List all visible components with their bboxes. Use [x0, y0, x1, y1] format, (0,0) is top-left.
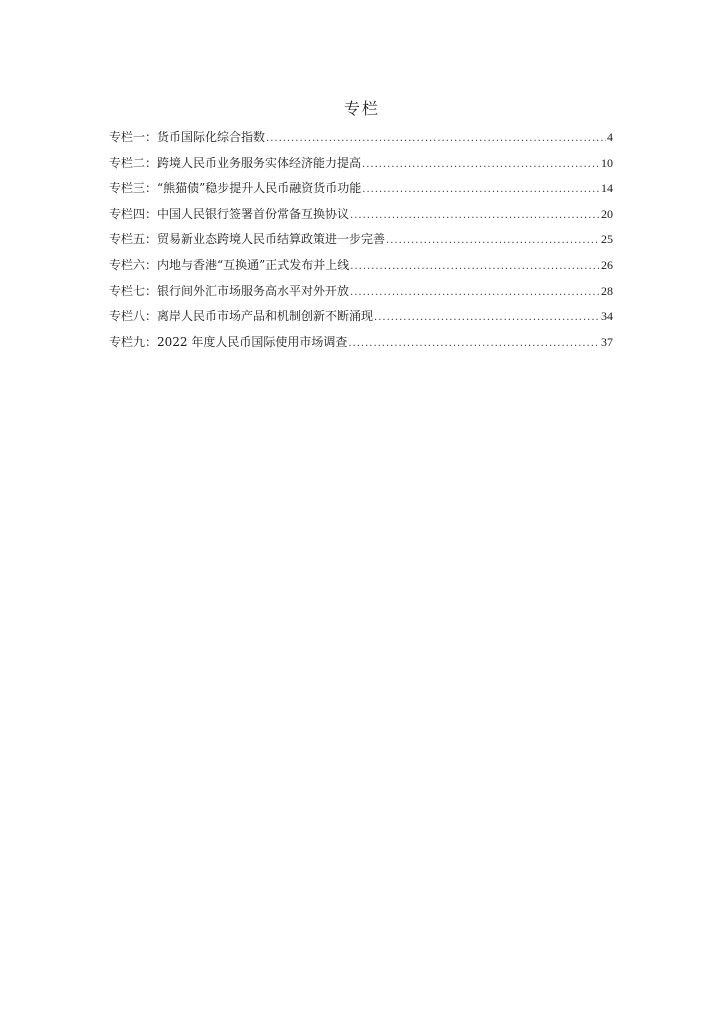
toc-entry-title[interactable]: 内地与香港“互换通”正式发布并上线: [157, 257, 350, 272]
toc-leader-dots: [362, 159, 600, 170]
toc-entry[interactable]: [109, 282, 613, 308]
toc-entry-label: 专栏七：: [109, 283, 158, 298]
toc-entry[interactable]: [109, 128, 613, 154]
toc-entry-title[interactable]: 贸易新业态跨境人民币结算政策进一步完善: [157, 232, 386, 247]
toc-entry-page[interactable]: 34: [601, 309, 613, 324]
toc-list: [109, 128, 613, 358]
toc-leader-dots: [348, 338, 600, 349]
toc-entry-page[interactable]: 37: [601, 334, 613, 349]
toc-entry[interactable]: [109, 307, 613, 333]
toc-leader-dots: [386, 235, 600, 246]
toc-leader-dots: [350, 287, 600, 298]
toc-entry-title[interactable]: 银行间外汇市场服务高水平对外开放: [157, 283, 350, 298]
toc-entry-page[interactable]: 20: [601, 206, 613, 221]
toc-entry-page[interactable]: 26: [601, 257, 613, 272]
toc-leader-dots: [350, 261, 600, 272]
toc-entry-label: 专栏六：: [109, 257, 158, 272]
toc-entry[interactable]: [109, 154, 613, 180]
toc-entry-page[interactable]: 14: [601, 181, 613, 196]
toc-entry-label: 专栏二：: [109, 155, 158, 170]
toc-entry[interactable]: [109, 205, 613, 231]
toc-entry-page[interactable]: 25: [601, 232, 613, 247]
toc-entry-label: 专栏五：: [109, 232, 158, 247]
toc-entry[interactable]: [109, 333, 613, 359]
toc-entry-label: 专栏一：: [109, 130, 158, 144]
toc-entry-label: 专栏三：: [109, 181, 158, 196]
toc-entry-page[interactable]: 28: [601, 283, 613, 298]
toc-entry[interactable]: [109, 179, 613, 205]
toc-entry-label: 专栏八：: [109, 309, 158, 324]
toc-entry-label: 专栏九：: [109, 334, 158, 349]
toc-entry-page[interactable]: 4: [607, 130, 613, 144]
toc-leader-dots: [266, 133, 606, 144]
toc-entry-title[interactable]: 离岸人民币市场产品和机制创新不断涌现: [157, 309, 374, 324]
toc-entry[interactable]: [109, 256, 613, 282]
toc-leader-dots: [350, 210, 600, 221]
toc-entry-label: 专栏四：: [109, 206, 158, 221]
toc-entry-title[interactable]: “熊猫债”稳步提升人民币融资货币功能: [157, 181, 362, 196]
page-title: 专栏: [343, 99, 380, 118]
toc-entry-title[interactable]: 跨境人民币业务服务实体经济能力提高: [157, 155, 362, 170]
toc-entry-page[interactable]: 10: [601, 155, 613, 170]
toc-entry-title[interactable]: 2022 年度人民币国际使用市场调查: [157, 334, 348, 349]
toc-entry[interactable]: [109, 230, 613, 256]
toc-entry-title[interactable]: 中国人民银行签署首份常备互换协议: [157, 206, 350, 221]
toc-entry-title[interactable]: 货币国际化综合指数: [157, 130, 266, 144]
toc-leader-dots: [374, 312, 600, 323]
toc-leader-dots: [362, 184, 600, 195]
